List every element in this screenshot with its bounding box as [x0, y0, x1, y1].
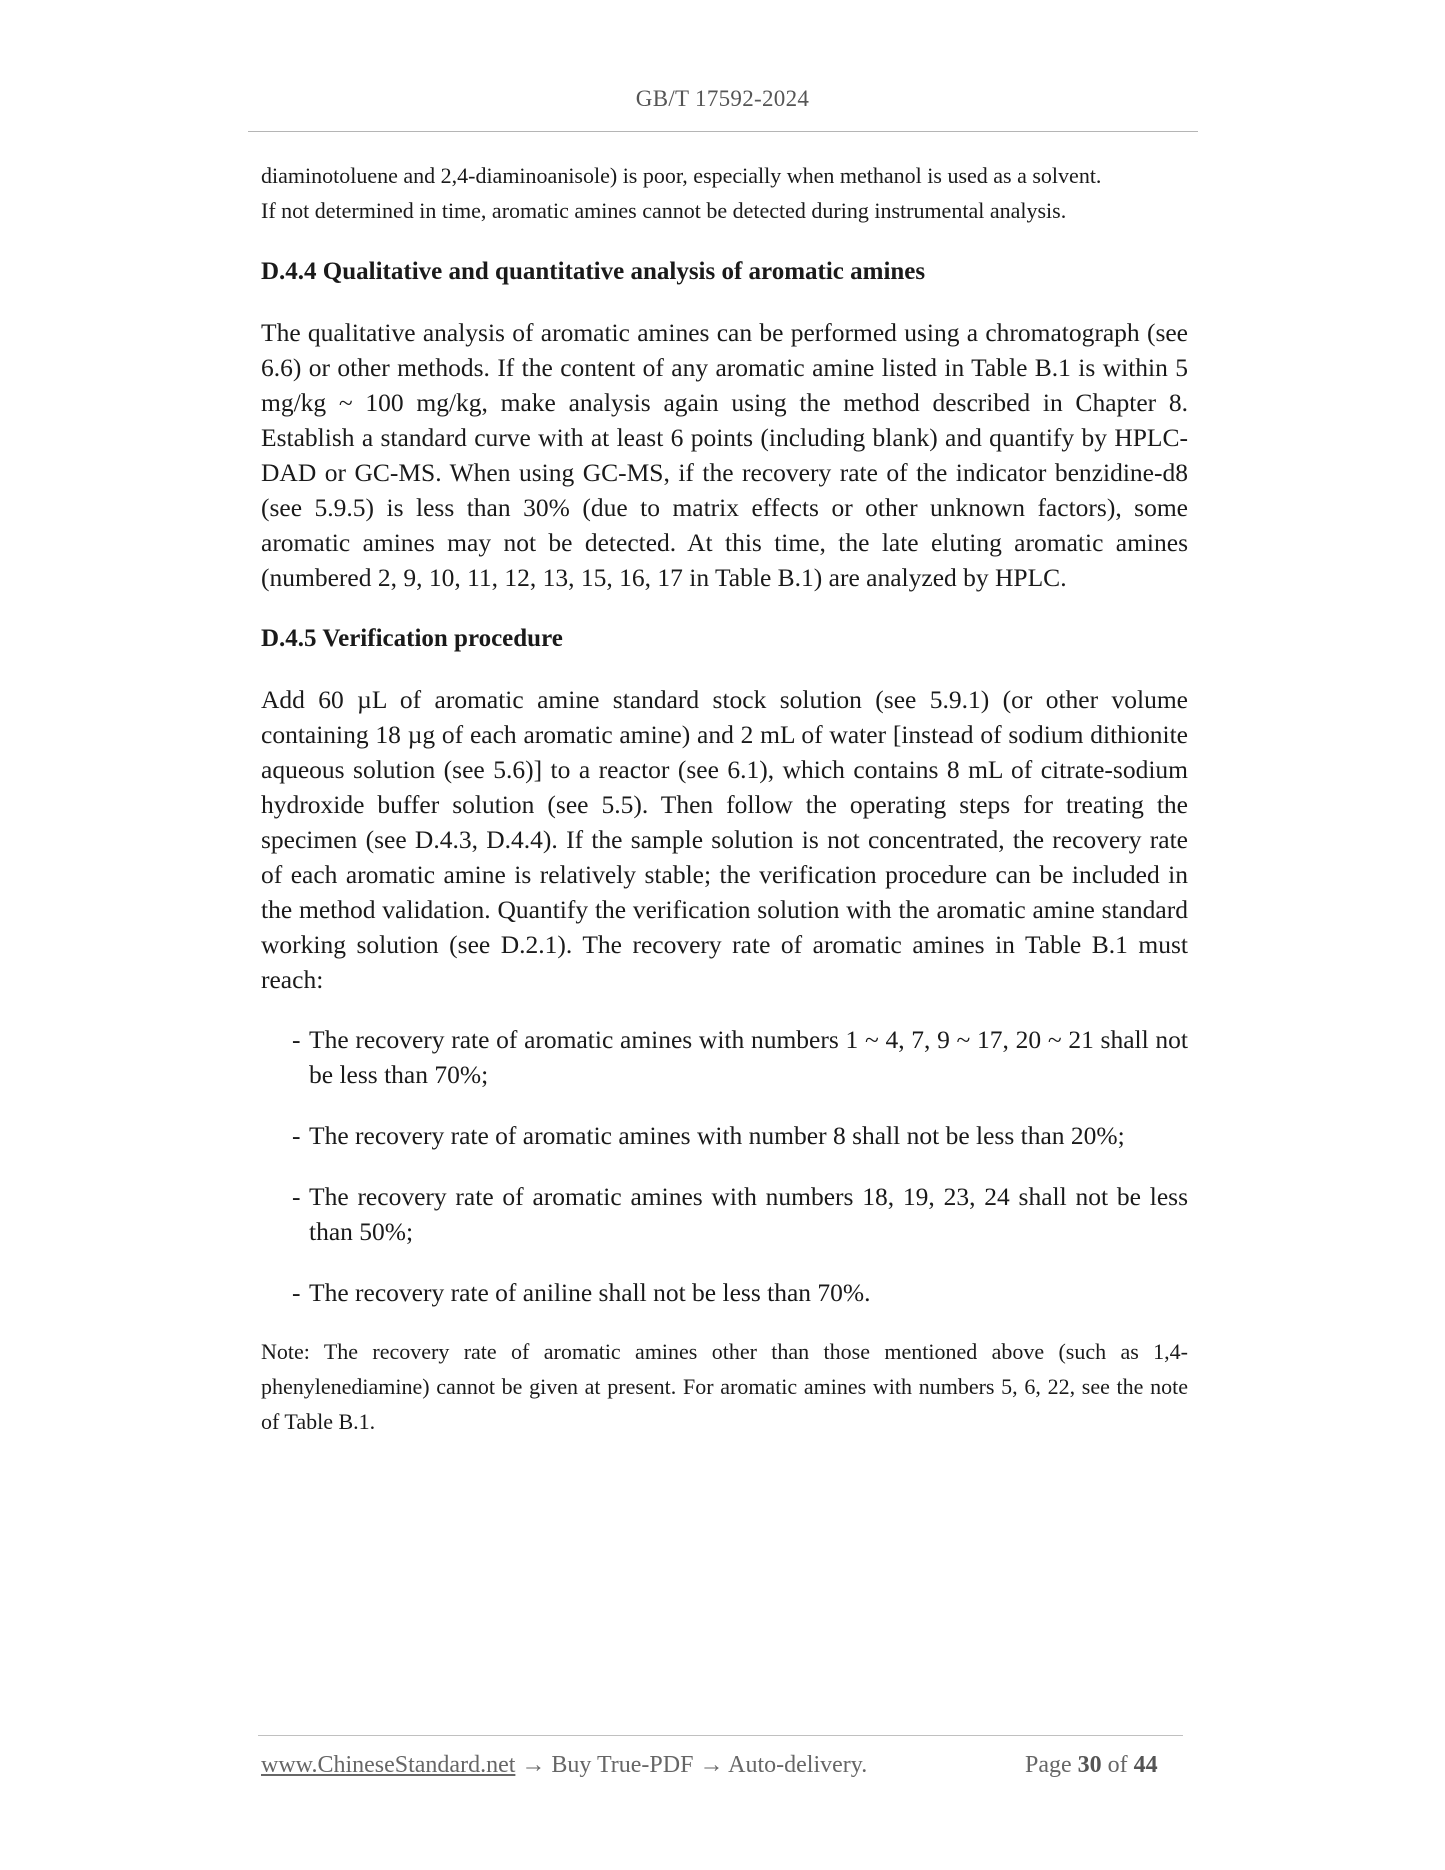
list-dash: - [292, 1025, 301, 1054]
section-paragraph-d44: The qualitative analysis of aromatic amines can be performed using a chromatograph (see 6.6) or other methods. If the content of any aromatic amine listed in Table B.1 is within 5 mg/kg ~ 100 mg/kg, make analysis again using the method described in Chapter 8. Establish a standard curve with at least 6 points (including blank) and quantify by HPLC-DAD or GC-MS. When using GC-MS, if the recovery rate of the indicator benzidine-d8 (see 5.9.5) is less than 30% (due to matrix effects or other unknown factors), some aromatic amines may not be detected. At this time, the late eluting aromatic amines (numbered 2, 9, 10, 11, 12, 13, 15, 16, 17 in Table B.1) are analyzed by HPLC. [261, 318, 1188, 592]
section-heading-d45: D.4.5 Verification procedure [261, 625, 563, 652]
auto-delivery-text: Auto-delivery. [728, 1752, 868, 1778]
total-pages: 44 [1133, 1752, 1158, 1778]
page-of-label: of [1107, 1752, 1128, 1778]
intro-line-1: diaminotoluene and 2,4-diaminoanisole) is poor, especially when methanol is used as a solvent. [261, 163, 1102, 188]
note-paragraph: Note: The recovery rate of aromatic amines other than those mentioned above (such as 1,4-phenylenediamine) cannot be given at present. For aromatic amines with numbers 5, 6, 22, see the note of Table B.1. [261, 1339, 1188, 1434]
list-item [292, 1022, 1188, 1092]
document-header-title: GB/T 17592-2024 [635, 86, 810, 111]
list-dash: - [292, 1121, 301, 1150]
current-page: 30 [1077, 1752, 1102, 1778]
recovery-rate-list [292, 1022, 1188, 1310]
list-dash: - [292, 1182, 301, 1211]
arrow-icon: → [699, 1752, 724, 1778]
list-item-text: The recovery rate of aromatic amines with numbers 18, 19, 23, 24 shall not be less than 50%; [309, 1182, 1188, 1246]
footer-divider [258, 1735, 1183, 1736]
list-item-text: The recovery rate of aromatic amines with numbers 1 ~ 4, 7, 9 ~ 17, 20 ~ 21 shall not be less than 70%; [309, 1025, 1188, 1089]
page-label: Page [1025, 1752, 1072, 1778]
website-link[interactable]: www.ChineseStandard.net [261, 1752, 516, 1778]
header-divider [248, 131, 1198, 132]
list-item [292, 1179, 1188, 1249]
section-heading-d44: D.4.4 Qualitative and quantitative analysis of aromatic amines [261, 258, 926, 285]
footer-promo [261, 1752, 867, 1779]
section-paragraph-d45: Add 60 µL of aromatic amine standard stock solution (see 5.9.1) (or other volume containing 18 µg of each aromatic amine) and 2 mL of water [instead of sodium dithionite aqueous solution (see 5.6)] to a reactor (see 6.1), which contains 8 mL of citrate-sodium hydroxide buffer solution (see 5.5). Then follow the operating steps for treating the specimen (see D.4.3, D.4.4). If the sample solution is not concentrated, the recovery rate of each aromatic amine is relatively stable; the verification procedure can be included in the method validation. Quantify the verification solution with the aromatic amine standard working solution (see D.2.1). The recovery rate of aromatic amines in Table B.1 must reach: [261, 685, 1188, 994]
list-item [292, 1118, 1188, 1153]
list-item-text: The recovery rate of aromatic amines with number 8 shall not be less than 20%; [309, 1121, 1125, 1150]
list-item-text: The recovery rate of aniline shall not be less than 70%. [309, 1278, 871, 1307]
arrow-icon: → [521, 1752, 546, 1778]
buy-pdf-text: Buy True-PDF [551, 1752, 694, 1778]
page-number [1025, 1752, 1158, 1779]
list-item [292, 1275, 1188, 1310]
page-content [261, 158, 1188, 1439]
intro-line-2: If not determined in time, aromatic amines cannot be detected during instrumental analysis. [261, 198, 1067, 223]
intro-paragraph [261, 158, 1188, 228]
list-dash: - [292, 1278, 301, 1307]
